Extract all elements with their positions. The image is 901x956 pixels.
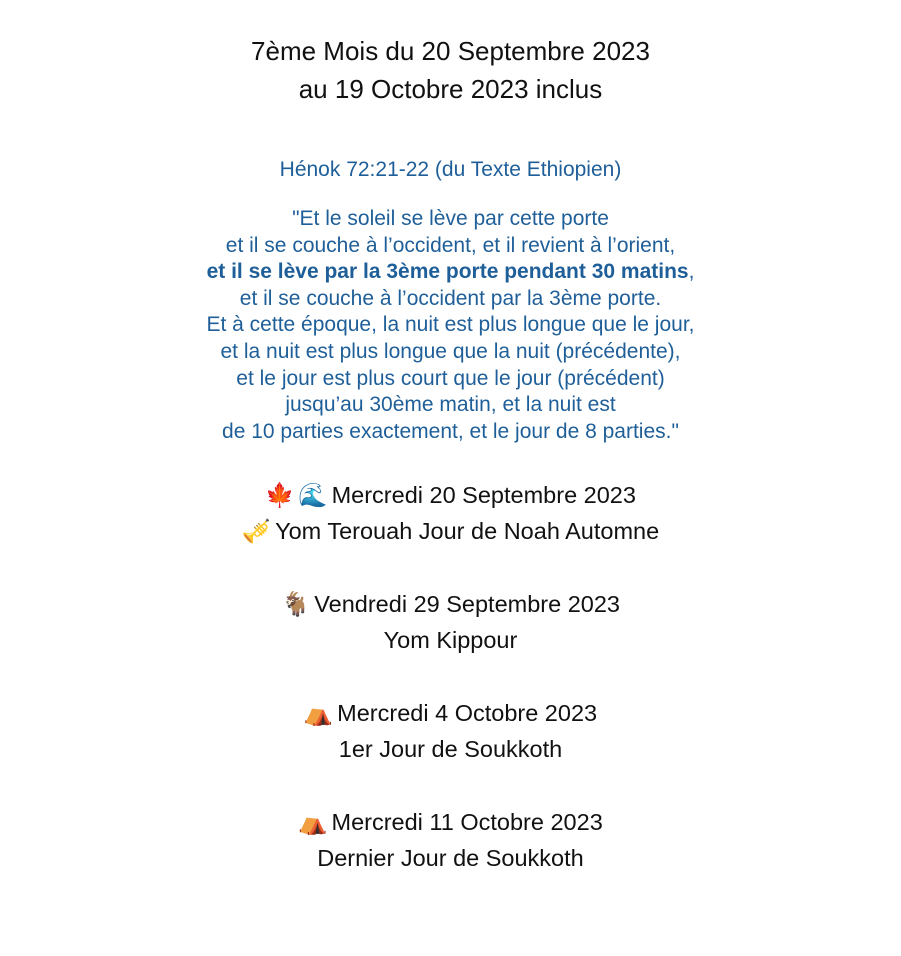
maple-leaf-icon: 🍁 (265, 482, 295, 509)
holiday-item (0, 586, 901, 658)
holiday-name: Yom Kippour (383, 627, 518, 654)
holiday-item (0, 477, 901, 549)
quote-line-3-punct: , (688, 260, 695, 284)
holiday-name-line (0, 513, 901, 549)
holiday-item (0, 695, 901, 767)
trumpet-icon: 🎺 (241, 518, 272, 545)
calendar-post (0, 32, 901, 876)
holiday-name: Dernier Jour de Soukkoth (317, 845, 584, 872)
quote-line-1: "Et le soleil se lève par cette porte (292, 207, 609, 230)
quote-line-2: et il se couche à l’occident, et il revient à l’orient, (225, 233, 676, 257)
tent-icon: ⛺ (303, 700, 334, 727)
scripture-reference: Hénok 72:21-22 (du Texte Ethiopien) (279, 158, 622, 181)
holiday-date: Vendredi 29 Septembre 2023 (314, 591, 620, 618)
quote-line-7: et le jour est plus court que le jour (précédent) (236, 366, 665, 390)
holiday-date: Mercredi 20 Septembre 2023 (331, 482, 636, 509)
month-title-line-1: 7ème Mois du 20 Septembre 2023 (251, 36, 650, 66)
quote-line-8: jusqu’au 30ème matin, et la nuit est (285, 393, 616, 417)
tent-icon: ⛺ (298, 809, 328, 836)
quote-line-5: Et à cette époque, la nuit est plus longue que le jour, (206, 313, 695, 337)
holiday-list (0, 477, 901, 876)
scripture-quote (0, 206, 901, 445)
goat-icon: 🐐 (281, 591, 311, 618)
quote-line-9: de 10 parties exactement, et le jour de 8 parties." (222, 419, 679, 443)
quote-line-3 (0, 259, 901, 286)
month-title-line-2: au 19 Octobre 2023 inclus (298, 74, 603, 104)
quote-line-3-emphasis: et il se lève par la 3ème porte pendant 30 matins (206, 260, 689, 284)
holiday-date: Mercredi 11 Octobre 2023 (331, 809, 603, 836)
holiday-date-line (0, 804, 901, 840)
holiday-item (0, 804, 901, 876)
wave-icon: 🌊 (298, 482, 328, 509)
quote-line-4: et il se couche à l’occident par la 3ème porte. (239, 286, 662, 310)
holiday-date-line (0, 477, 901, 513)
holiday-name: 1er Jour de Soukkoth (338, 736, 563, 763)
holiday-date: Mercredi 4 Octobre 2023 (337, 700, 598, 727)
holiday-name: Yom Terouah Jour de Noah Automne (275, 518, 660, 545)
holiday-date-line (0, 695, 901, 731)
month-title (0, 32, 901, 108)
quote-line-6: et la nuit est plus longue que la nuit (précédente), (220, 339, 681, 363)
holiday-date-line (0, 586, 901, 622)
